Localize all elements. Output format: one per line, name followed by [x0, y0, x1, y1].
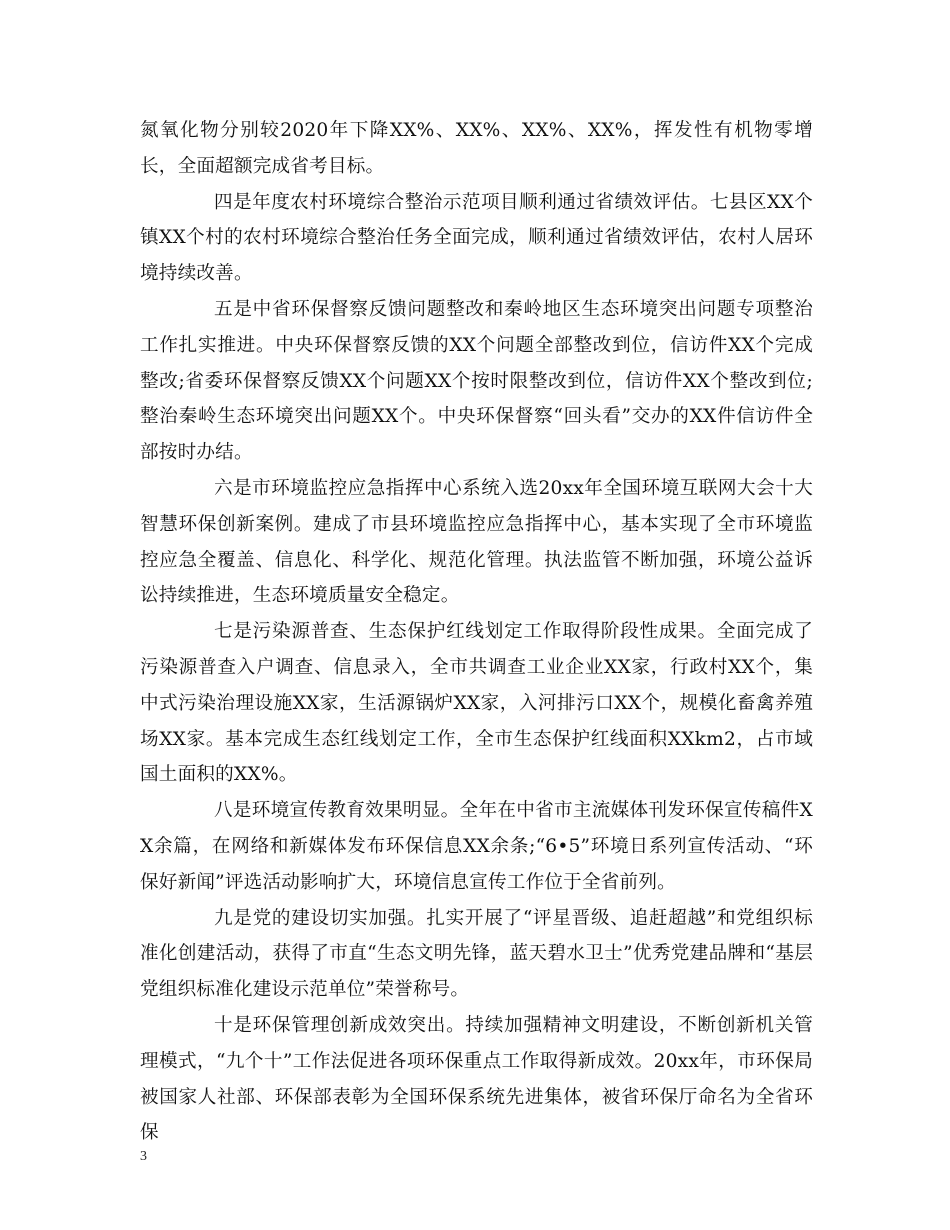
document-body [140, 113, 813, 1151]
paragraph-continuation: 氮氧化物分别较2020年下降XX%、XX%、XX%、XX%，挥发性有机物零增长，全面超额完成省考目标。 [140, 120, 813, 177]
paragraph-item-7: 七是污染源普查、生态保护红线划定工作取得阶段性成果。全面完成了污染源普查入户调查、信息录入，全市共调查工业企业XX家，行政村XX个，集中式污染治理设施XX家，生活源锅炉XX家，入河排污口XX个，规模化畜禽养殖场XX家。基本完成生态红线划定工作，全市生态保护红线面积XXkm2，占市域国土面积的XX%。 [140, 621, 813, 786]
paragraph-item-10: 十是环保管理创新成效突出。持续加强精神文明建设，不断创新机关管理模式，“九个十”工作法促进各项环保重点工作取得新成效。20xx年，市环保局被国家人社部、环保部表彰为全国环保系统先进集体，被省环保厅命名为全省环保 [140, 1014, 813, 1144]
paragraph-item-8: 八是环境宣传教育效果明显。全年在中省市主流媒体刊发环保宣传稿件XX余篇，在网络和新媒体发布环保信息XX余条;“6•5”环境日系列宣传活动、“环保好新闻”评选活动影响扩大，环境信息宣传工作位于全省前列。 [140, 800, 813, 893]
page-number: 3 [140, 1149, 147, 1164]
paragraph-item-5: 五是中省环保督察反馈问题整改和秦岭地区生态环境突出问题专项整治工作扎实推进。中央环保督察反馈的XX个问题全部整改到位，信访件XX个完成整改;省委环保督察反馈XX个问题XX个按时限整改到位，信访件XX个整改到位;整治秦岭生态环境突出问题XX个。中央环保督察“回头看”交办的XX件信访件全部按时办结。 [140, 298, 813, 464]
paragraph-item-4: 四是年度农村环境综合整治示范项目顺利通过省绩效评估。七县区XX个镇XX个村的农村环境综合整治任务全面完成，顺利通过省绩效评估，农村人居环境持续改善。 [140, 191, 813, 285]
paragraph-item-9: 九是党的建设切实加强。扎实开展了“评星晋级、追赶超越”和党组织标准化创建活动，获得了市直“生态文明先锋，蓝天碧水卫士”优秀党建品牌和“基层党组织标准化建设示范单位”荣誉称号。 [140, 907, 813, 1001]
paragraph-item-6: 六是市环境监控应急指挥中心系统入选20xx年全国环境互联网大会十大智慧环保创新案例。建成了市县环境监控应急指挥中心，基本实现了全市环境监控应急全覆盖、信息化、科学化、规范化管理。执法监管不断加强，环境公益诉讼持续推进，生态环境质量安全稳定。 [140, 477, 813, 607]
